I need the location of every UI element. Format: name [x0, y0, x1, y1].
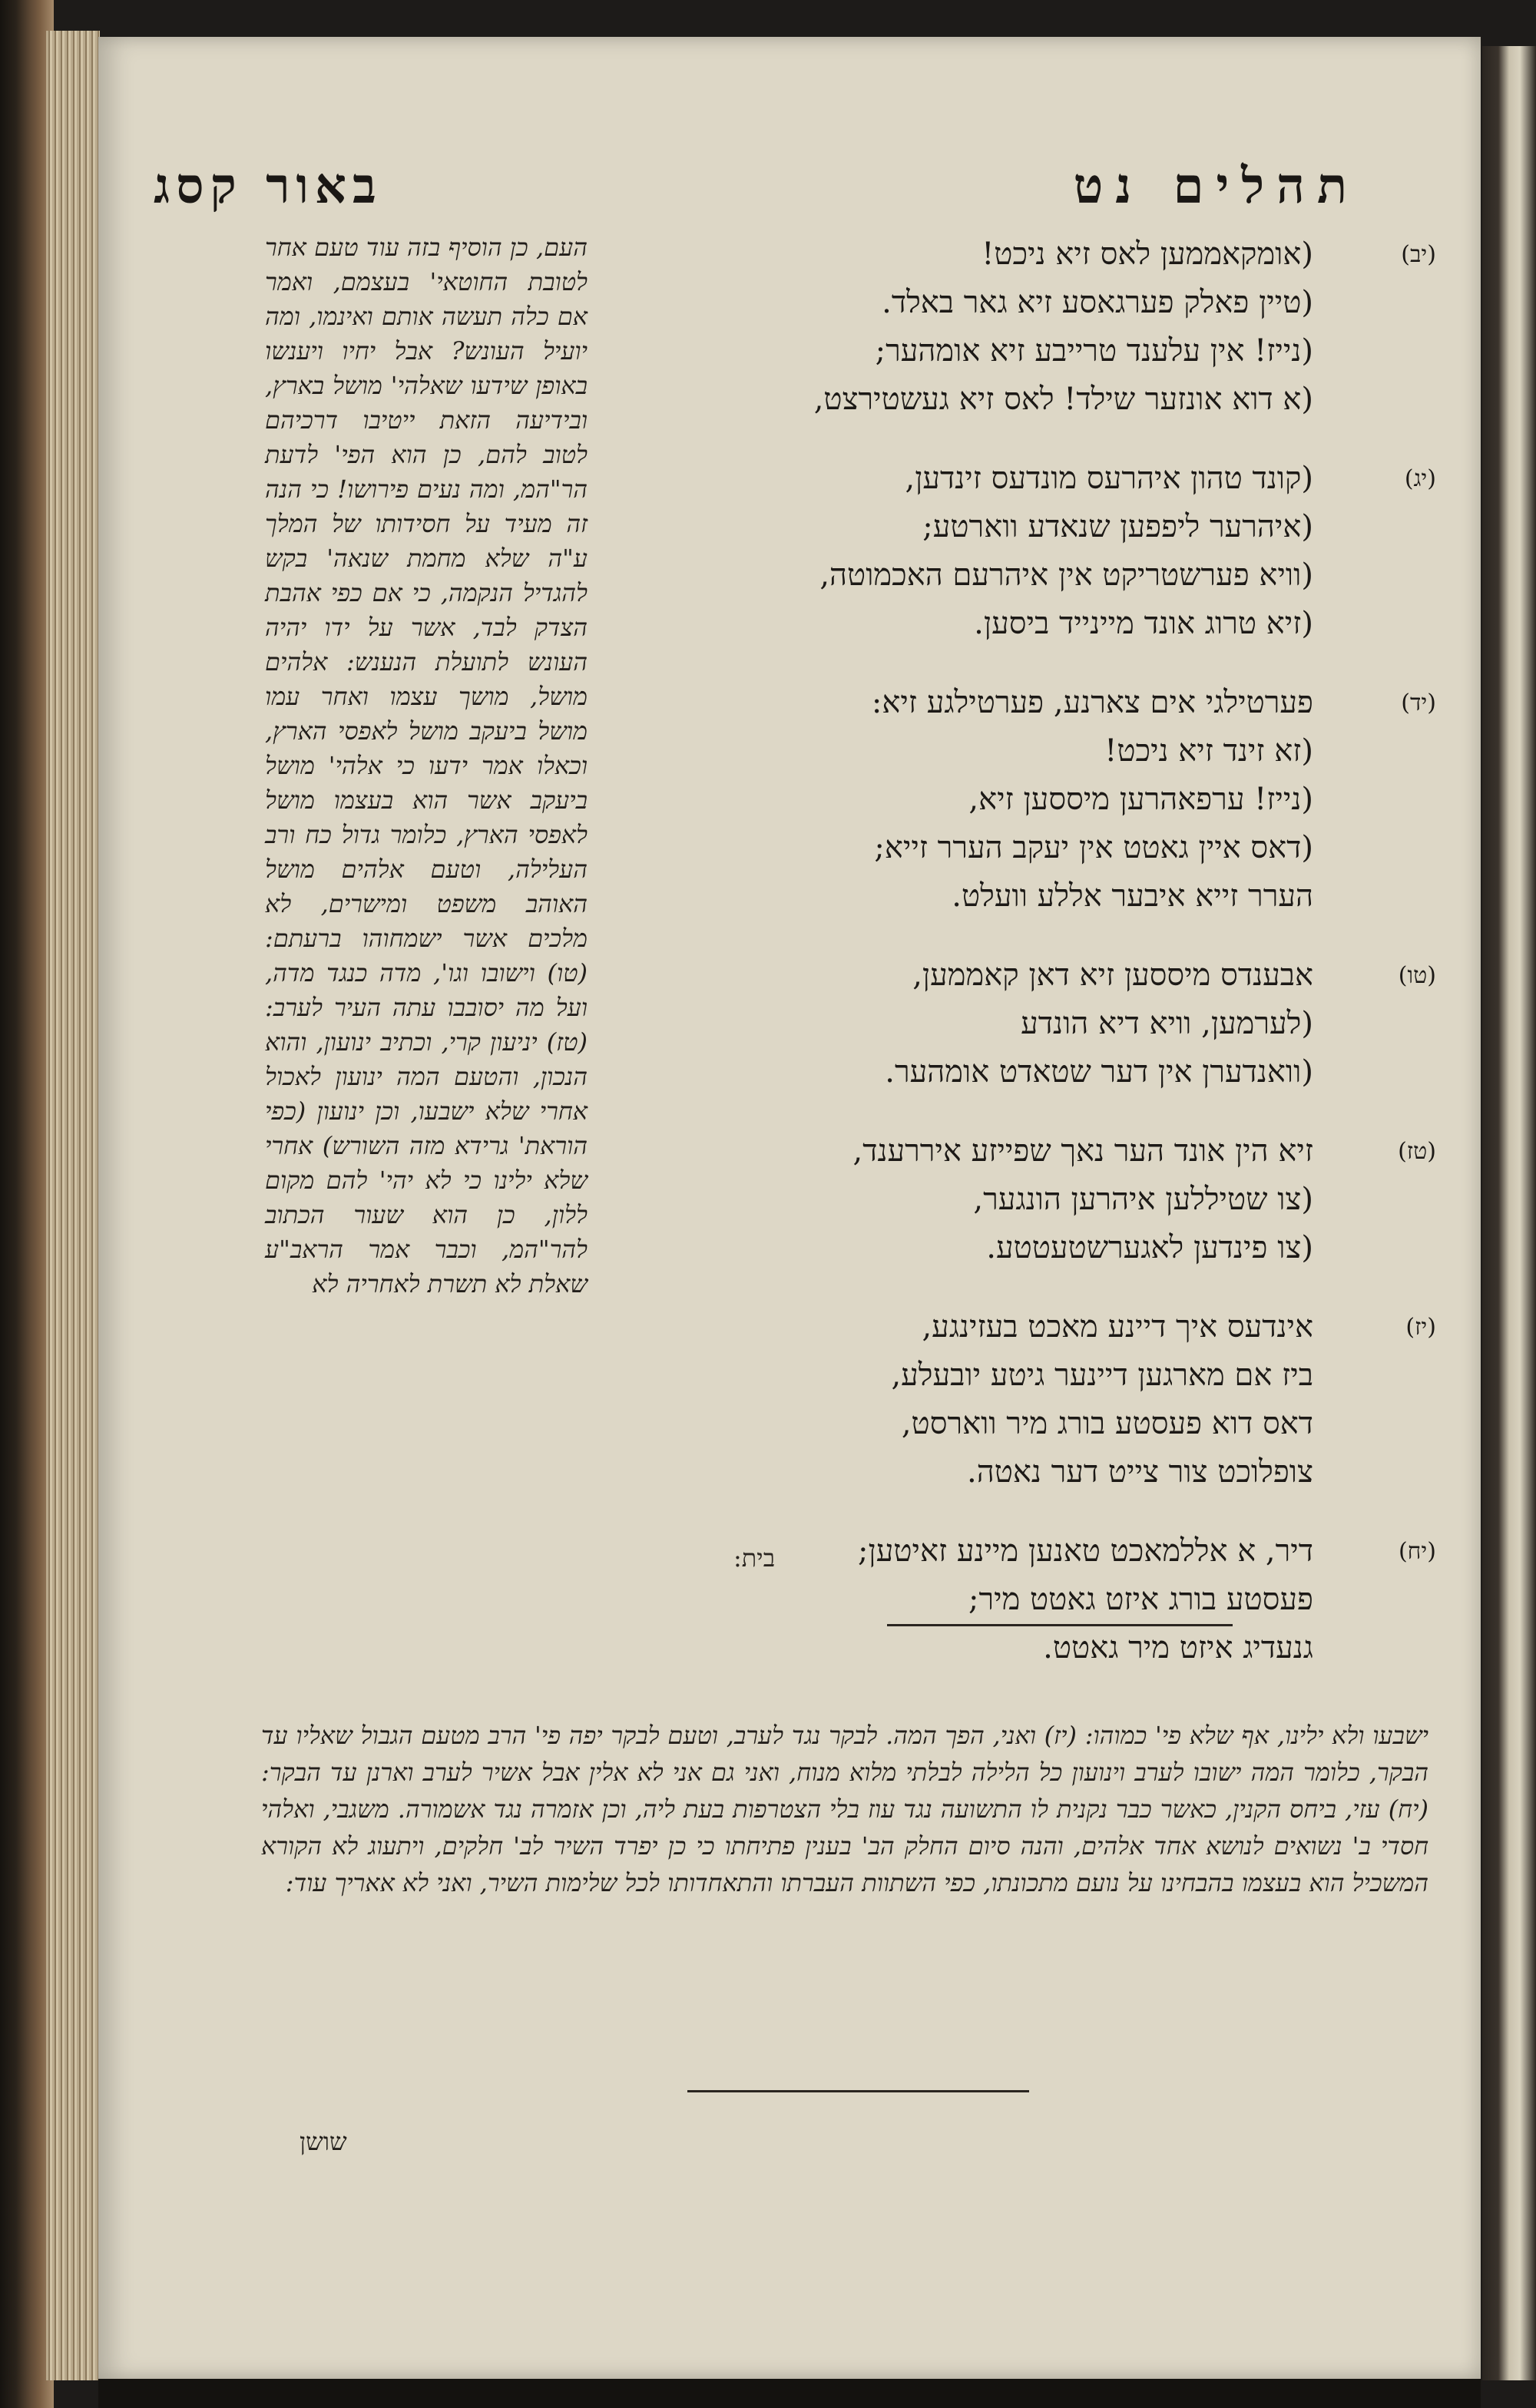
- page-bottom-shadow: [98, 2379, 1481, 2408]
- verse-line: [599, 1176, 1436, 1224]
- verse-line: [599, 327, 1436, 375]
- verse-text: (טיין פאלק פערגאסע זיא גאר באלד.: [882, 285, 1313, 320]
- verse-text: דיר, א אללמאכט טאנען מיינע זאיטען;: [858, 1533, 1313, 1569]
- verse-text: (איהרער ליפפען שנאדע ווארטע;: [922, 509, 1313, 544]
- page-edges: [46, 31, 100, 2380]
- verse-line: [599, 279, 1436, 327]
- verse-18: [599, 1527, 1436, 1672]
- running-title-commentary-page: באור קסג: [154, 157, 382, 215]
- verse-line: [599, 1448, 1436, 1497]
- verse-line: [599, 1351, 1436, 1400]
- divider-rule: [887, 1624, 1233, 1626]
- verse-text: (לערמען, וויא דיא הונדע: [1021, 1006, 1313, 1041]
- verse-number: (יג): [1404, 465, 1436, 492]
- verse-text: ביז אם מארגען דיינער גיטע יובעלע,: [891, 1358, 1313, 1393]
- verse-text: (נייז! אין עלענד טרייבע זיא אומהער;: [875, 333, 1313, 369]
- verse-text: הערר זייא איבער אללע וועלט.: [952, 878, 1313, 914]
- verse-column: [599, 230, 1436, 1703]
- running-title-psalm: תהלים נט: [1073, 157, 1359, 215]
- verse-line: [599, 1303, 1436, 1351]
- verse-text: (וויא פערשטריקט אין איהרעם האכמוטה,: [819, 557, 1313, 593]
- verse-text: (אומקאממען לאס זיא ניכט!: [982, 237, 1313, 272]
- facing-page-edge: [1482, 46, 1536, 2380]
- verse-number: (יז): [1405, 1314, 1436, 1341]
- verse-text: (זא זינד זיא ניכט!: [1104, 733, 1313, 769]
- verse-text: אבענדס מיססען זיא דאן קאממען,: [912, 958, 1313, 993]
- verse-line: [599, 455, 1436, 503]
- verse-line: [599, 551, 1436, 600]
- verse-12: [599, 230, 1436, 424]
- verse-text: (נייז! ערפאהרען מיססען זיא,: [968, 782, 1313, 817]
- verse-number: (יד): [1401, 690, 1436, 716]
- commentary-column: העם, כן הוסיף בזה עוד טעם אחר לטובת החוטאי' בעצמם, ואמר אם כלה תעשה אותם ואינמו, ומה יועיל העונש? אבל יחיו ויענשו באופן שידעו שאלהי' מושל בארץ, ובידיעה הזאת ייטיבו דרכיהם לטוב להם, כן הוא הפי' לדעת הר"המ, ומה נעים פירושו! כי הנה זה מעיד על חסידותו של המלך ע"ה שלא מחמת שנאה' בקש להגדיל הנקמה, כי אם כפי אהבת הצדק לבד, אשר על ידו יהיה העונש לתועלת הנענש: אלהים מושל, מושך עצמו ואחר עמו מושל ביעקב מושל לאפסי הארץ, וכאלו אמר ידעו כי אלהי' מושל ביעקב אשר הוא בעצמו מושל לאפסי הארץ, כלומר גדול כח ורב העלילה, וטעם אלהים מושל האוהב משפט ומישרים, לא מלכים אשר ישמחוהו ברעתם: (טו) וישובו וגו', מדה כנגד מדה, ועל מה יסובבו עתה העיר לערב: (טז) יניעון קרי, וכתיב ינועון, והוא הנכון, והטעם המה ינועון לאכול אחרי שלא ישבעו, וכן ינועון (כפי הוראת' גרידא מזה השורש) אחרי שלא ילינו כי לא יהי' להם מקום ללון, כן הוא שעור הכתוב להר"המ, וכבר אמר הראב"ע שאלת לא תשרת לאחריה לא: [265, 233, 588, 1298]
- verse-text: צופלוכט צור צייט דער נאטה.: [966, 1454, 1313, 1490]
- verse-line: [599, 1624, 1436, 1672]
- verse-15: [599, 951, 1436, 1096]
- verse-text: גנעדיג איזט מיר גאטט.: [1043, 1630, 1313, 1665]
- verse-text: (צו שטיללען איהרען הונגער,: [973, 1182, 1313, 1217]
- stray-mark: בית:: [733, 1543, 776, 1573]
- verse-number: (יב): [1401, 241, 1436, 268]
- verse-line: [599, 375, 1436, 424]
- verse-line: [599, 1400, 1436, 1448]
- catchword: שושן: [300, 2127, 347, 2156]
- verse-line: [599, 503, 1436, 551]
- verse-17: [599, 1303, 1436, 1497]
- verse-number: (טו): [1398, 962, 1436, 989]
- verse-line: [599, 230, 1436, 279]
- verse-line: [599, 679, 1436, 727]
- verse-line: [599, 776, 1436, 824]
- divider-rule: [687, 2090, 1029, 2092]
- verse-line: [599, 1127, 1436, 1176]
- verse-text: (א דוא אונזער שילד! לאס זיא געשטירצט,: [813, 382, 1313, 417]
- verse-13: [599, 455, 1436, 648]
- verse-line: [599, 600, 1436, 648]
- verse-text: זיא הין אונד הער נאך שפייזע איררענד,: [852, 1133, 1313, 1169]
- verse-text: פערטילגי אים צארנע, פערטילגע זיא:: [871, 685, 1313, 720]
- verse-text: (וואנדערן אין דער שטאדט אומהער.: [885, 1054, 1313, 1090]
- verse-line: [599, 1576, 1436, 1624]
- verse-line: [599, 951, 1436, 1000]
- verse-number: (טז): [1398, 1138, 1436, 1165]
- verse-line: [599, 1048, 1436, 1096]
- verse-line: [599, 872, 1436, 921]
- verse-text: (דאס איין גאטט אין יעקב הערר זייא;: [874, 830, 1313, 865]
- verse-text: (קונד טהון איהרעס מונדעס זינדען,: [905, 461, 1313, 496]
- verse-line: [599, 727, 1436, 776]
- commentary-full-width: ישבעו ולא ילינו, אף שלא פי' כמוהו: (יז) ואני, הפך המה. לבקר נגד לערב, וטעם לבקר יפה פי' הרב מטעם הגבול שאליו עד הבקר, כלומר המה ישובו לערב וינועון כל הלילה לבלתי מלוא מנוח, ואני גם אני לא אלין אבל אשיר לערב וארנן עד הבקר: (יח) עזי, ביחס הקנין, כאשר כבר נקנית לו התשועה נגד עוז בלי הצטרפות בעת ליה, וכן אזמרה נגד אשמורה. משגבי, ואלהי חסדי ב' נשואים לנושא אחד אלהים, והנה סיום החלק הב' בענין פתיחתו כי כן יפרד השיר לב' חלקים, ויתעוג לא הקורא המשכיל הוא בעצמו בהבחינו על נועם מתכונתו, כפי השתוות העברתו והתאחדותו לכל שלימות השיר, ואני לא אאריך עוד:: [261, 1721, 1429, 1897]
- verse-text: פעסטע בורג איזט גאטט מיר;: [968, 1582, 1313, 1617]
- verse-line: [599, 1527, 1436, 1576]
- verse-text: דאס דוא פעסטע בורג מיר ווארסט,: [901, 1406, 1313, 1441]
- verse-16: [599, 1127, 1436, 1272]
- verse-14: [599, 679, 1436, 921]
- verse-line: [599, 824, 1436, 872]
- verse-text: (זיא טרוג אונד מיינייד ביסען.: [974, 606, 1313, 641]
- verse-text: (צו פינדען לאגערשטעטטע.: [986, 1230, 1313, 1265]
- verse-line: [599, 1224, 1436, 1272]
- verse-line: [599, 1000, 1436, 1048]
- verse-number: (יח): [1398, 1538, 1436, 1565]
- verse-text: אינדעס איך דיינע מאכט בעזינגע,: [922, 1309, 1313, 1345]
